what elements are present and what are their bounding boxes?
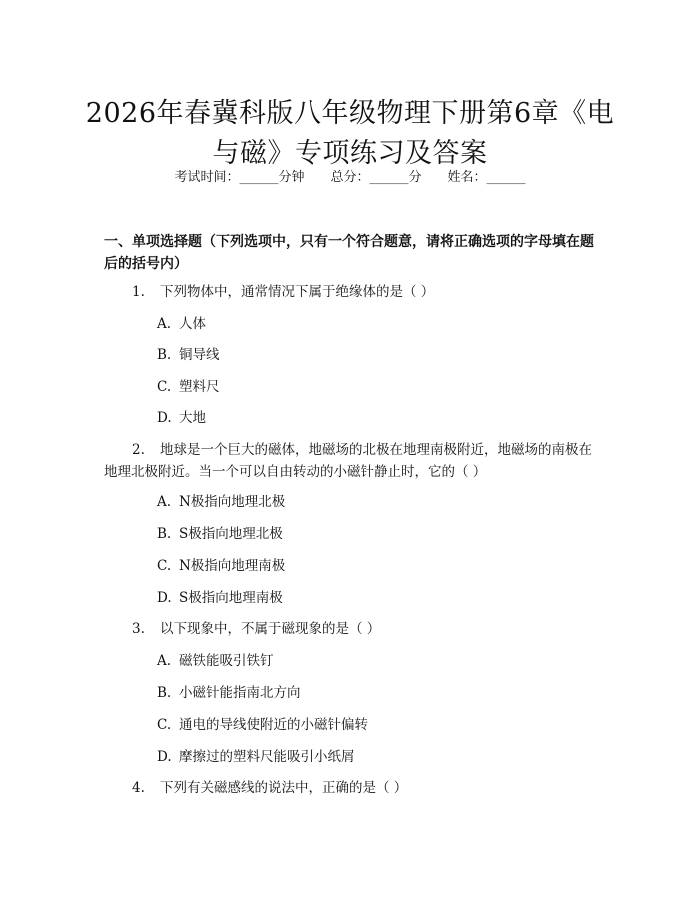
question-text-line-2: 地理北极附近。当一个可以自由转动的小磁针静止时，它的（ ） bbox=[104, 464, 487, 480]
option-text: 大地 bbox=[179, 410, 206, 426]
option-letter: B. bbox=[157, 526, 172, 542]
option-letter: A. bbox=[157, 653, 172, 669]
question-1-option-c bbox=[157, 376, 220, 398]
exam-meta bbox=[0, 168, 700, 188]
option-letter: B. bbox=[157, 347, 172, 363]
option-letter: C. bbox=[157, 558, 172, 574]
question-3-option-a bbox=[157, 650, 274, 672]
question-2-option-d bbox=[157, 587, 283, 609]
question-3-option-c bbox=[157, 714, 368, 736]
question-4 bbox=[132, 777, 407, 799]
option-letter: D. bbox=[157, 410, 172, 426]
option-letter: B. bbox=[157, 685, 172, 701]
question-text: 以下现象中，不属于磁现象的是（ ） bbox=[160, 621, 381, 637]
question-1 bbox=[132, 281, 434, 303]
option-text: S极指向地理北极 bbox=[179, 526, 283, 542]
question-3-option-b bbox=[157, 682, 301, 704]
title-line-2: 与磁》专项练习及答案 bbox=[212, 138, 488, 170]
option-letter: D. bbox=[157, 590, 172, 606]
exam-name: 姓名：______ bbox=[447, 170, 526, 185]
question-number: 4. bbox=[132, 780, 145, 796]
option-text: N极指向地理南极 bbox=[179, 558, 286, 574]
option-text: 塑料尺 bbox=[179, 379, 220, 395]
question-2-option-a bbox=[157, 491, 285, 513]
exam-time: 考试时间：______分钟 bbox=[174, 170, 305, 185]
question-2 bbox=[104, 439, 604, 483]
document-title bbox=[70, 94, 630, 174]
exam-score: 总分：______分 bbox=[330, 170, 422, 185]
option-text: 通电的导线使附近的小磁针偏转 bbox=[179, 717, 368, 733]
section-heading: 一、单项选择题（下列选项中，只有一个符合题意，请将正确选项的字母填在题后的括号内） bbox=[104, 234, 594, 272]
option-letter: C. bbox=[157, 717, 172, 733]
question-number: 2. bbox=[132, 442, 145, 458]
question-3 bbox=[132, 618, 380, 640]
question-text: 下列有关磁感线的说法中，正确的是（ ） bbox=[160, 780, 408, 796]
question-text: 下列物体中，通常情况下属于绝缘体的是（ ） bbox=[160, 284, 435, 300]
title-line-1: 2026年春冀科版八年级物理下册第6章《电 bbox=[85, 98, 615, 130]
option-letter: D. bbox=[157, 749, 172, 765]
option-text: N极指向地理北极 bbox=[179, 494, 286, 510]
question-3-option-d bbox=[157, 746, 355, 768]
question-number: 1. bbox=[132, 284, 145, 300]
question-2-option-b bbox=[157, 523, 283, 545]
option-text: 摩擦过的塑料尺能吸引小纸屑 bbox=[179, 749, 355, 765]
question-1-option-b bbox=[157, 344, 220, 366]
option-text: S极指向地理南极 bbox=[179, 590, 283, 606]
question-1-option-d bbox=[157, 407, 206, 429]
question-number: 3. bbox=[132, 621, 145, 637]
question-text: 地球是一个巨大的磁体，地磁场的北极在地理南极附近，地磁场的南极在 bbox=[160, 442, 592, 458]
option-letter: A. bbox=[157, 494, 172, 510]
option-letter: C. bbox=[157, 379, 172, 395]
question-2-option-c bbox=[157, 555, 285, 577]
option-text: 小磁针能指南北方向 bbox=[179, 685, 301, 701]
question-text-line-1 bbox=[104, 439, 604, 461]
option-text: 磁铁能吸引铁钉 bbox=[179, 653, 274, 669]
option-text: 人体 bbox=[179, 316, 206, 332]
question-1-option-a bbox=[157, 313, 206, 335]
option-text: 铜导线 bbox=[179, 347, 220, 363]
option-letter: A. bbox=[157, 316, 172, 332]
